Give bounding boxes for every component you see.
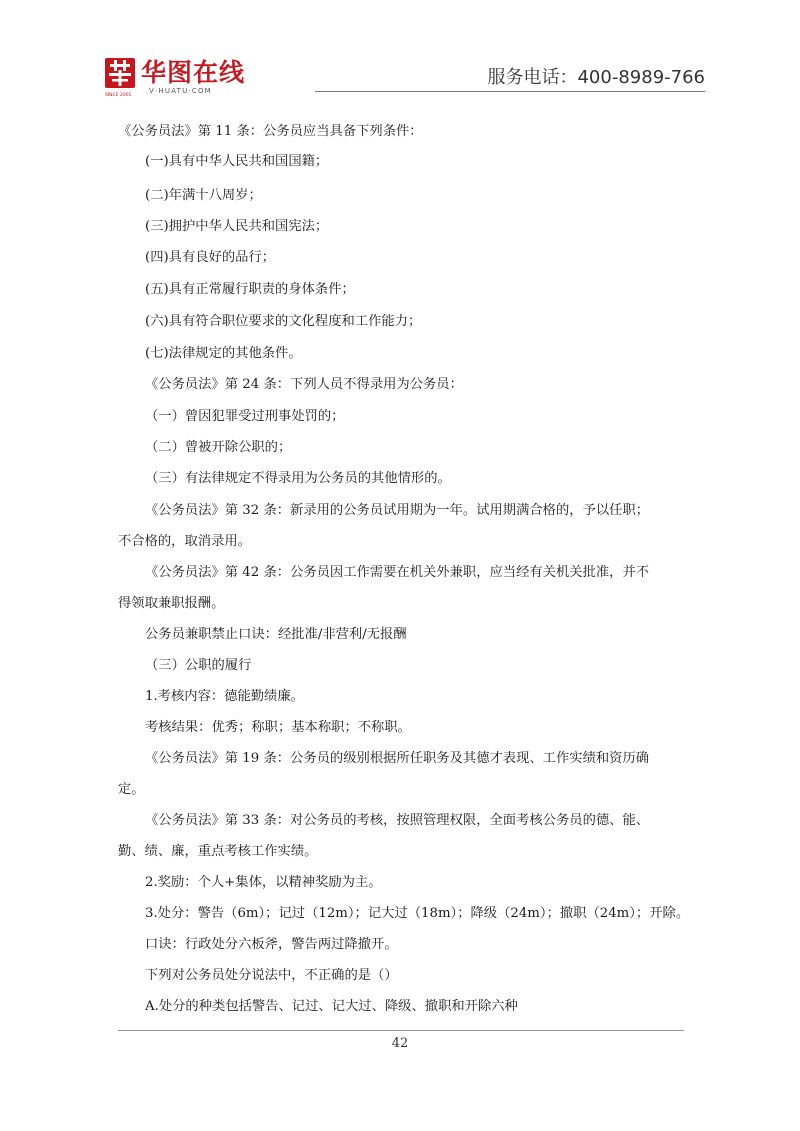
text-line: （三）有法律规定不得录用为公务员的其他情形的。 xyxy=(145,471,451,486)
text-line: (七)法律规定的其他条件。 xyxy=(145,346,302,361)
text-line: 《公务员法》第 32 条：新录用的公务员试用期为一年。试用期满合格的，予以任职； xyxy=(145,503,650,518)
text-line: 公务员兼职禁止口诀：经批准/非营利/无报酬 xyxy=(145,627,407,642)
text-line: (四)具有良好的品行； xyxy=(145,250,276,265)
page-header xyxy=(0,0,800,110)
huatu-logo xyxy=(105,58,255,96)
text-line: A.处分的种类包括警告、记过、记大过、降级、撤职和开除六种 xyxy=(145,999,518,1014)
text-line: 考核结果：优秀；称职；基本称职；不称职。 xyxy=(145,720,411,735)
text-line: 《公务员法》第 24 条：下列人员不得录用为公务员： xyxy=(145,377,463,392)
logo-since: SINCE 2001 xyxy=(105,93,132,98)
text-line: 《公务员法》第 33 条：对公务员的考核，按照管理权限，全面考核公务员的德、能、 xyxy=(145,813,650,828)
text-line: 3.处分：警告（6m）；记过（12m）；记大过（18m）；降级（24m）；撤职（24m）；开除。 xyxy=(145,906,690,921)
text-line: 《公务员法》第 19 条：公务员的级别根据所任职务及其德才表现、工作实绩和资历确 xyxy=(145,751,650,766)
text-line: （一）曾因犯罪受过刑事处罚的； xyxy=(145,409,345,424)
text-line: （三）公职的履行 xyxy=(145,658,252,673)
header-divider xyxy=(315,91,705,92)
service-hotline: 服务电话：400-8989-766 xyxy=(487,67,705,88)
logo-url: V·HUATU·COM xyxy=(149,87,212,95)
text-line: 定。 xyxy=(118,782,145,797)
text-line: 1.考核内容：德能勤绩廉。 xyxy=(145,689,304,704)
text-line: 《公务员法》第 42 条：公务员因工作需要在机关外兼职，应当经有关机关批准，并不 xyxy=(145,565,650,580)
text-line: 勤、绩、廉，重点考核工作实绩。 xyxy=(118,844,318,859)
footer-divider xyxy=(118,1030,684,1031)
text-line: 得领取兼职报酬。 xyxy=(118,596,225,611)
text-line: （二）曾被开除公职的； xyxy=(145,440,292,455)
text-line: (三)拥护中华人民共和国宪法； xyxy=(145,219,329,234)
text-line: 不合格的，取消录用。 xyxy=(118,534,251,549)
text-line: 2.奖励：个人+集体，以精神奖励为主。 xyxy=(145,875,382,890)
text-line: (二)年满十八周岁； xyxy=(145,188,262,203)
text-line: (一)具有中华人民共和国国籍； xyxy=(145,154,329,169)
text-line: 下列对公务员处分说法中，不正确的是（） xyxy=(145,968,398,983)
text-line: (六)具有符合职位要求的文化程度和工作能力； xyxy=(145,314,422,329)
text-line: (五)具有正常履行职责的身体条件； xyxy=(145,282,355,297)
logo-text: 华图在线 xyxy=(141,58,246,87)
page-number: 42 xyxy=(391,1036,409,1051)
text-line: 《公务员法》第 11 条：公务员应当具备下列条件： xyxy=(118,124,423,139)
huatu-logo-mark-icon xyxy=(105,58,135,92)
text-line: 口诀：行政处分六板斧，警告两过降撤开。 xyxy=(145,937,398,952)
